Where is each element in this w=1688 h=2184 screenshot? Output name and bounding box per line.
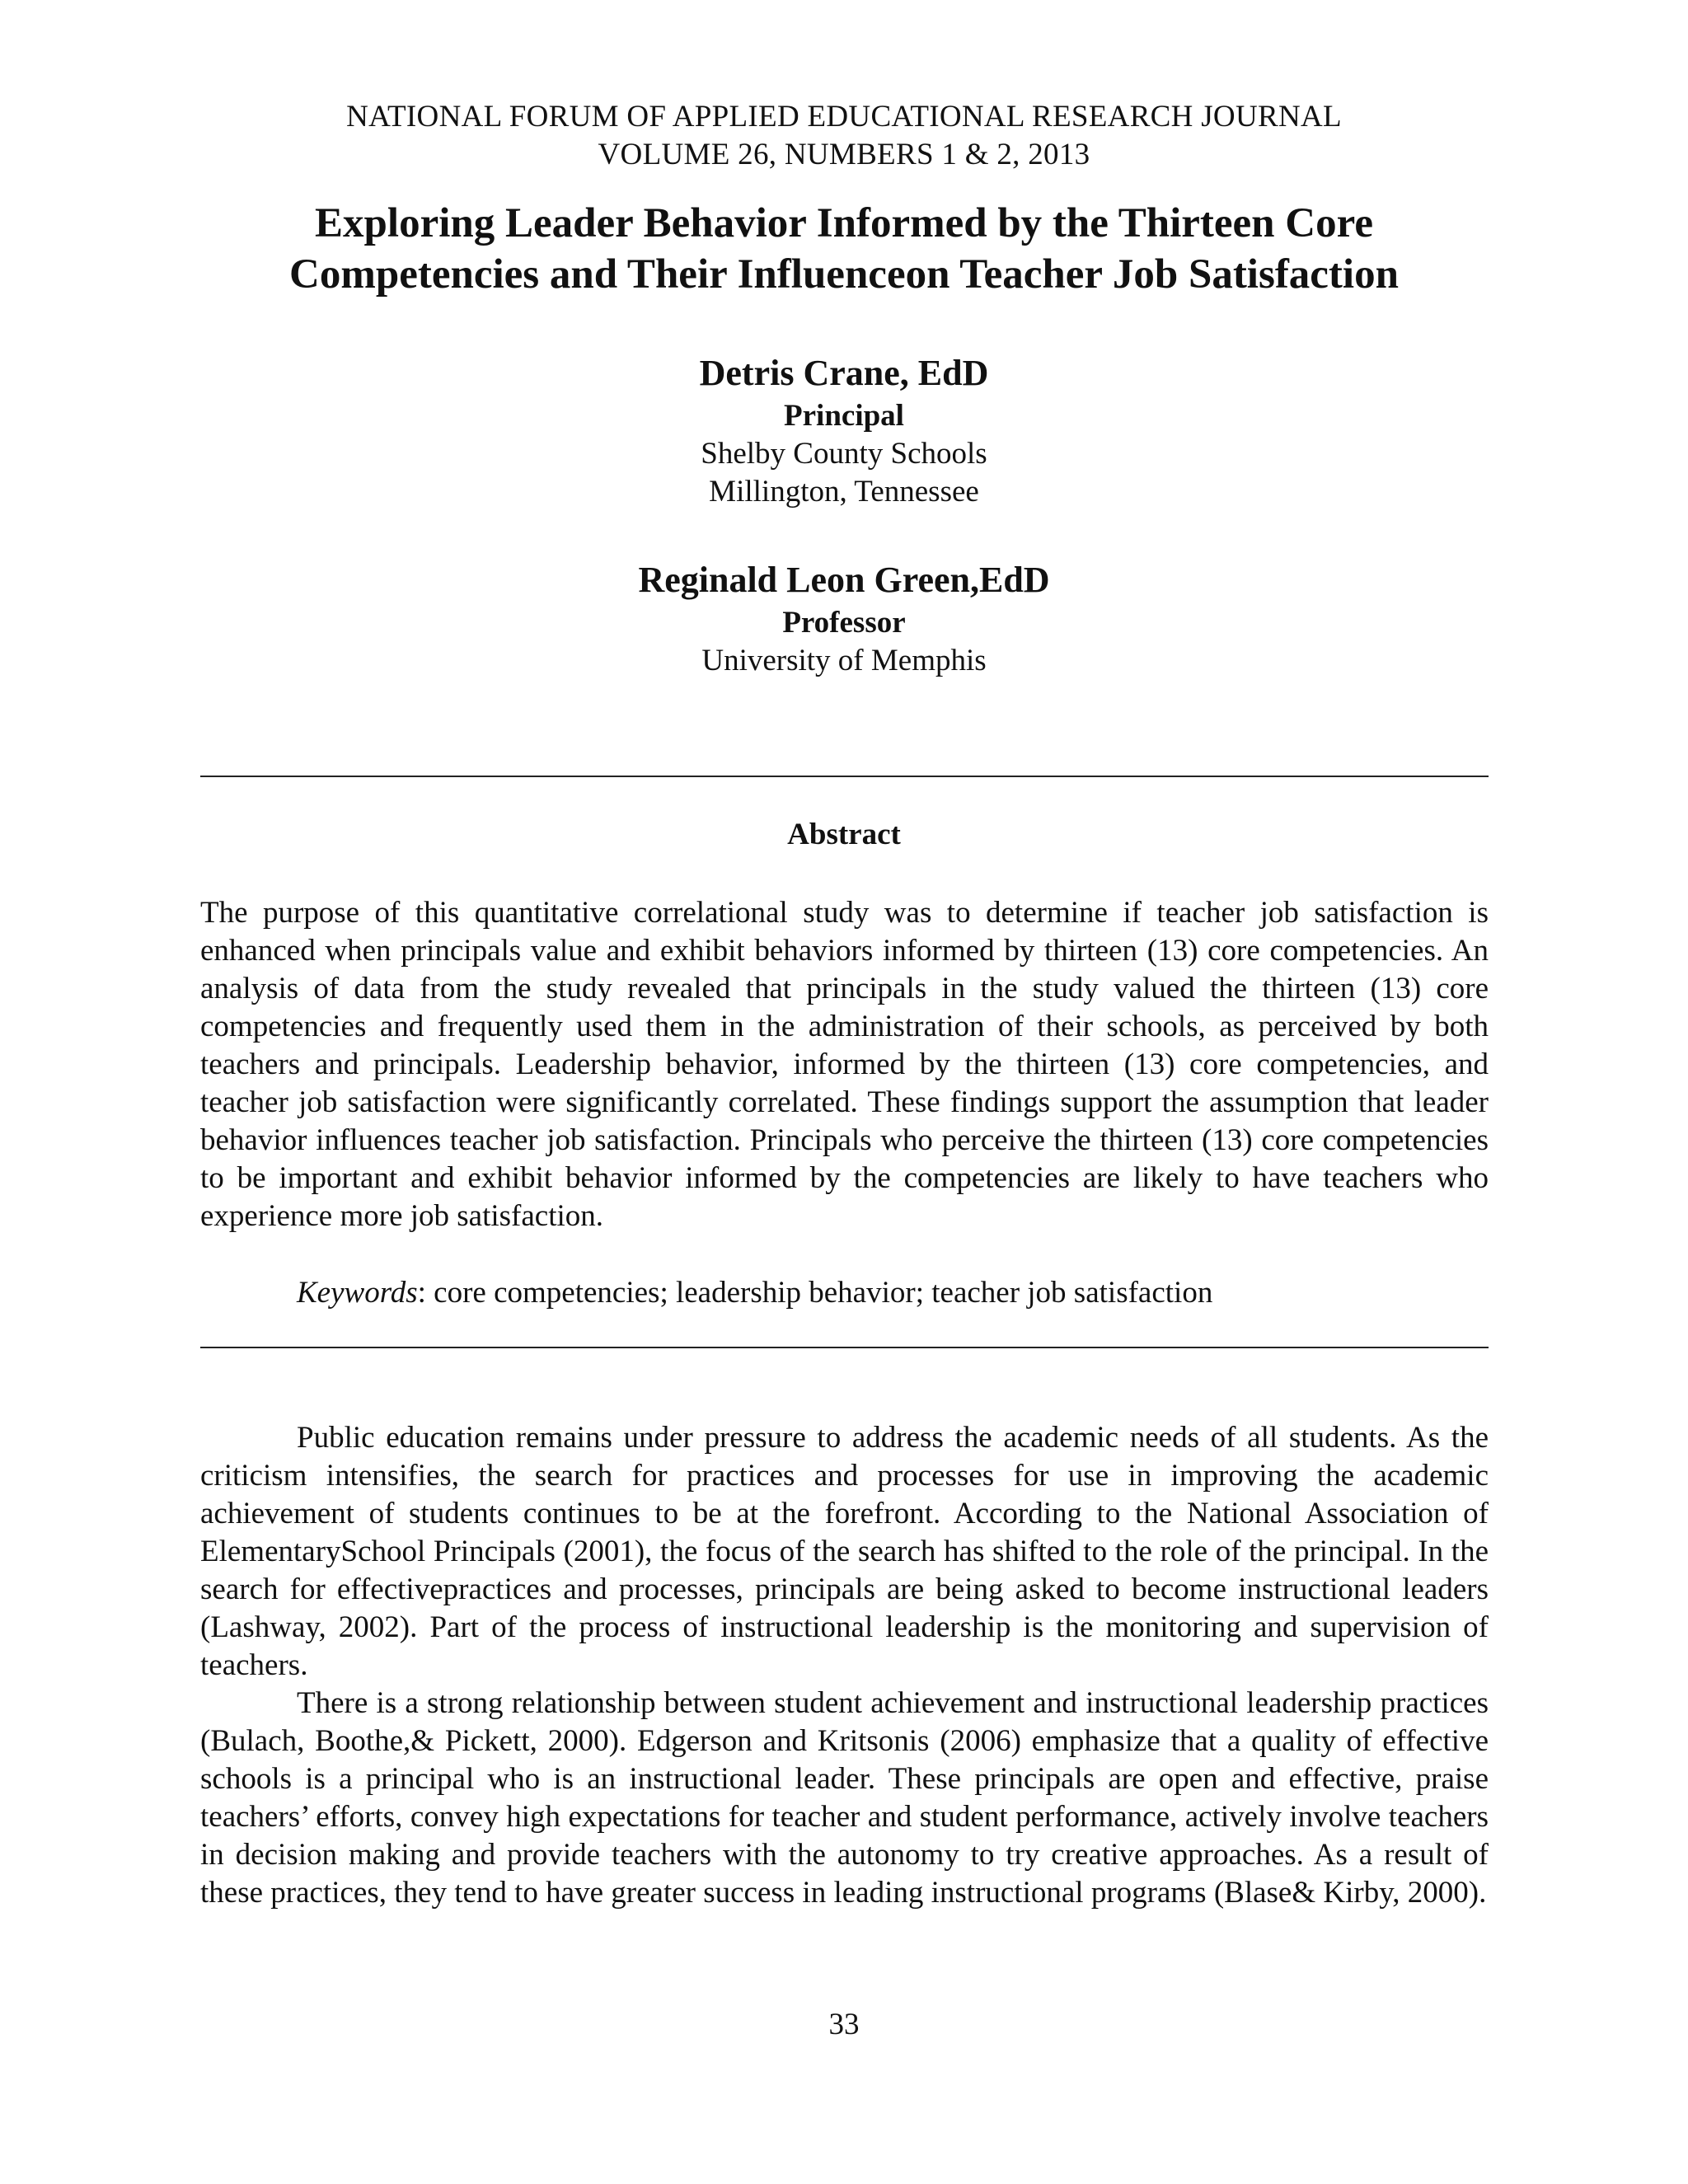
journal-name: NATIONAL FORUM OF APPLIED EDUCATIONAL RESEARCH JOURNAL: [346, 100, 1342, 134]
abstract-text: The purpose of this quantitative correlational study was to determine if teacher job satisfaction is enhanced when principals value and exhibit behaviors informed by thirteen (13) core competencies. An analysis of data from the study revealed that principals in the study valued the thirteen (13) core competencies and frequently used them in the administration of their schools, as perceived by both teachers and principals. Leadership behavior, informed by the thirteen (13) core competencies, and teacher job satisfaction were significantly correlated. These findings support the assumption that leader behavior influences teacher job satisfaction. Principals who perceive the thirteen (13) core competencies to be important and exhibit behavior informed by the competencies are likely to have teachers who experience more job satisfaction.: [200, 896, 1489, 1233]
divider-top: [200, 776, 1489, 777]
keywords-separator: :: [417, 1276, 434, 1310]
paper-title-line-1: Exploring Leader Behavior Informed by the Thirteen Core: [315, 200, 1373, 246]
author-name: Detris Crane, EdD: [699, 353, 989, 393]
page-number: 33: [828, 2008, 860, 2041]
author-name: Reginald Leon Green,EdD: [638, 560, 1050, 600]
divider-bottom: [200, 1347, 1489, 1348]
author-role: Principal: [784, 399, 904, 433]
abstract-heading: Abstract: [787, 818, 901, 851]
author-block-2: [0, 556, 1688, 680]
keywords-label: Keywords: [297, 1276, 418, 1310]
author-affiliation: Shelby County Schools: [701, 437, 987, 471]
author-location: Millington, Tennessee: [709, 475, 979, 509]
author-block-1: [0, 349, 1688, 511]
paper-title-line-2: Competencies and Their Influenceon Teacher Job Satisfaction: [289, 251, 1399, 298]
journal-volume: VOLUME 26, NUMBERS 1 & 2, 2013: [598, 138, 1090, 171]
keywords-line: [297, 1274, 1489, 1312]
paper-title: [165, 198, 1523, 300]
body-text: [200, 1419, 1489, 1912]
body-paragraph: There is a strong relationship between student achievement and instructional leadership practices (Bulach, Boothe,& Pickett, 2000). Edgerson and Kritsonis (2006) emphasize that a quality of effective schools is a principal who is an instructional leader. These principals are open and effective, praise teachers’ efforts, convey high expectations for teacher and student performance, actively involve teachers in decision making and provide teachers with the autonomy to try creative approaches. As a result of these practices, they tend to have greater success in leading instructional programs (Blase& Kirby, 2000).: [200, 1686, 1489, 1910]
keywords-text: core competencies; leadership behavior; teacher job satisfaction: [434, 1276, 1213, 1310]
author-affiliation: University of Memphis: [701, 644, 987, 677]
author-role: Professor: [782, 606, 906, 640]
body-paragraph: Public education remains under pressure to address the academic needs of all students. As the criticism intensifies, the search for practices and processes for use in improving the academic achievement of students continues to be at the forefront. According to the National Association of ElementarySchool Principals (2001), the focus of the search has shifted to the role of the principal. In the search for effectivepractices and processes, principals are being asked to become instructional leaders (Lashway, 2002). Part of the process of instructional leadership is the monitoring and supervision of teachers.: [200, 1421, 1489, 1682]
